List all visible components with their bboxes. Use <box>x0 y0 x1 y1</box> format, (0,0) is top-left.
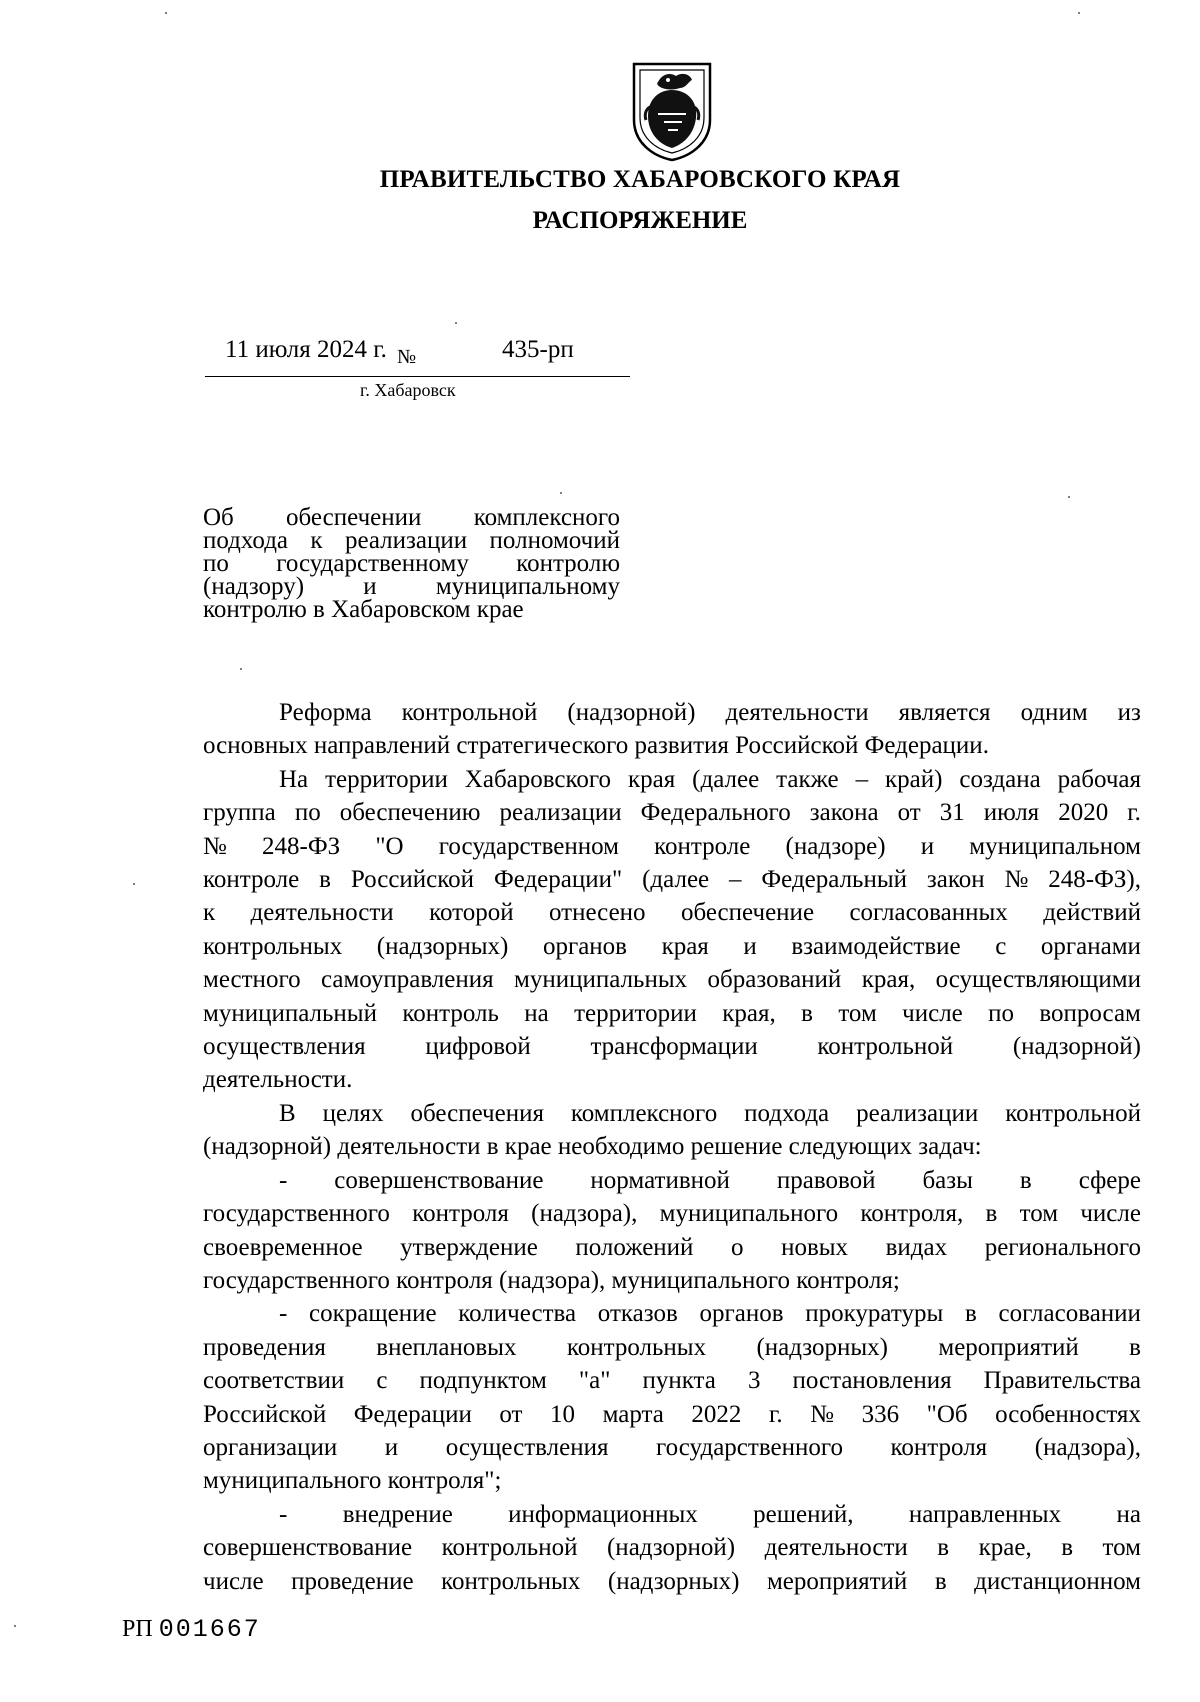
body-word: на <box>524 999 549 1027</box>
body-word: (надзора), <box>531 1200 638 1228</box>
body-line: муниципального контроля"; <box>203 1467 502 1495</box>
body-word: в <box>964 1300 977 1328</box>
body-word: количества <box>458 1300 577 1328</box>
body-word: края <box>627 765 676 793</box>
body-word: контрольной <box>441 1534 578 1562</box>
body-word: и <box>384 1433 399 1461</box>
body-word: органов <box>699 1300 784 1328</box>
body-word: муниципального <box>659 1200 839 1228</box>
body-word: В <box>279 1099 296 1127</box>
body-word: контрольных <box>441 1567 581 1595</box>
body-word: (далее <box>642 866 710 894</box>
body-line <box>203 1231 1141 1264</box>
body-word: (надзорной) <box>567 699 696 726</box>
body-word: осуществления <box>203 1033 366 1061</box>
body-word: (надзорных) <box>756 1333 889 1361</box>
body-word: вопросам <box>1039 999 1141 1027</box>
subject-line <box>203 506 620 529</box>
body-word: контрольных <box>203 932 343 960</box>
body-word: местного <box>203 966 301 994</box>
body-word: группа <box>203 799 276 827</box>
body-word: в <box>801 999 813 1027</box>
body-word: рабочая <box>1057 765 1141 793</box>
subject-word: Об <box>203 504 234 531</box>
body-line <box>203 1297 1141 1330</box>
body-word: контрольной <box>1005 1099 1141 1127</box>
body-word: из <box>1117 699 1141 726</box>
body-line: государственного контроля (надзора), муниципального контроля; <box>203 1266 900 1294</box>
body-word: совершенствование <box>203 1534 413 1562</box>
body-word: регионального <box>984 1233 1141 1261</box>
body-word: 248-ФЗ <box>262 832 341 860</box>
body-word: по <box>988 999 1015 1027</box>
body-word: реализации <box>856 1099 979 1127</box>
body-word: от <box>499 1400 523 1428</box>
body-word: (надзорной) <box>606 1534 736 1562</box>
body-line <box>203 763 1141 796</box>
subject-word: полномочий <box>489 527 620 554</box>
body-word: числе <box>902 999 963 1027</box>
body-word: осуществления <box>445 1433 609 1461</box>
body-word: к <box>203 899 216 927</box>
body-word: в <box>1129 1333 1141 1361</box>
body-word: Российской <box>350 866 475 894</box>
body-word: (надзоре) <box>785 832 886 860</box>
body-word: внеплановых <box>376 1333 517 1361</box>
body-word: муниципальный <box>203 999 377 1027</box>
coat-of-arms-icon <box>628 58 716 162</box>
body-word: мероприятий <box>938 1333 1079 1361</box>
body-word: контроля <box>412 1200 509 1228</box>
document-number: 435-рп <box>502 336 574 363</box>
body-word: дистанционном <box>974 1567 1141 1595</box>
body-line <box>203 1498 1141 1531</box>
document-serial-code <box>122 1615 261 1644</box>
body-word: контроля <box>890 1433 988 1461</box>
body-word: своевременное <box>203 1233 363 1261</box>
body-word: территории <box>574 999 697 1027</box>
body-line <box>203 796 1141 829</box>
body-word: деятельности <box>725 699 869 726</box>
body-word: информационных <box>508 1500 698 1528</box>
body-word: осуществляющими <box>935 966 1141 994</box>
body-word: числе <box>203 1567 264 1595</box>
body-word: и <box>920 832 935 860</box>
body-word: новых <box>781 1233 849 1261</box>
body-word: контроле <box>654 832 751 860</box>
body-word: действий <box>1043 899 1141 927</box>
body-word: комплексного <box>570 1099 718 1127</box>
body-line <box>203 1398 1141 1431</box>
subject-word: обеспечении <box>286 504 422 531</box>
body-line <box>203 997 1141 1030</box>
body-word: создана <box>959 765 1041 793</box>
body-word: государственном <box>438 832 619 860</box>
body-word: края, <box>722 999 776 1027</box>
body-word: органами <box>1040 932 1141 960</box>
body-line <box>203 930 1141 963</box>
body-word: - <box>279 1166 288 1194</box>
scan-speck <box>1068 496 1070 498</box>
body-word: в <box>934 1567 947 1595</box>
body-word: в <box>985 1200 998 1228</box>
body-line <box>203 830 1141 863</box>
body-word: муниципальном <box>969 832 1141 860</box>
body-word: закон <box>926 866 985 894</box>
body-line <box>203 1097 1141 1130</box>
body-word: с <box>376 1367 388 1395</box>
body-line: основных направлений стратегического развития Российской Федерации. <box>203 732 989 760</box>
body-word: в <box>937 1534 950 1562</box>
body-word: подпунктом <box>419 1367 547 1395</box>
body-word: контрольной <box>401 699 538 726</box>
body-word: "а" <box>578 1367 611 1395</box>
document-subject <box>203 506 620 621</box>
subject-word: государственному <box>276 550 469 577</box>
document-type: РАСПОРЯЖЕНИЕ <box>532 207 748 234</box>
body-word: Российской <box>203 1400 327 1428</box>
body-word: подхода <box>744 1099 830 1127</box>
body-word: которой <box>429 899 514 927</box>
body-word: отнесено <box>548 899 646 927</box>
body-word: направленных <box>908 1500 1062 1528</box>
subject-word: (надзору) <box>203 573 305 600</box>
body-line: деятельности. <box>203 1066 353 1094</box>
subject-word: к <box>310 527 323 554</box>
body-word: контрольных <box>566 1333 707 1361</box>
body-word: г. <box>1127 799 1141 827</box>
body-word: - <box>279 1500 288 1528</box>
body-word: том <box>1019 1200 1059 1228</box>
body-word: Федерального <box>640 799 791 827</box>
body-word: г. <box>768 1400 783 1428</box>
body-word: на <box>1116 1500 1141 1528</box>
document-city: г. Хабаровск <box>360 380 456 400</box>
subject-word: по <box>203 550 229 577</box>
body-word: Реформа <box>279 699 372 726</box>
scan-speck <box>1078 12 1080 14</box>
subject-line <box>203 598 620 621</box>
body-line <box>203 1331 1141 1364</box>
body-word: контроль <box>402 999 499 1027</box>
number-sign: № <box>397 346 417 368</box>
body-word: № <box>810 1400 835 1428</box>
body-word: № <box>203 832 227 860</box>
body-word: муниципальных <box>514 966 688 994</box>
body-word: июля <box>983 799 1040 827</box>
scan-speck <box>14 1625 16 1627</box>
subject-word: и <box>363 573 377 600</box>
body-word: Федеральный <box>761 866 908 894</box>
body-word: 336 <box>861 1400 900 1428</box>
body-word: проведения <box>203 1333 326 1361</box>
body-word: (надзорных) <box>607 1567 740 1595</box>
body-word: - <box>279 1300 288 1328</box>
body-word: края <box>661 932 709 960</box>
body-word: положений <box>575 1233 694 1261</box>
body-line <box>203 1531 1141 1564</box>
body-word: том <box>838 999 877 1027</box>
date-number-line <box>205 336 630 377</box>
body-line <box>203 1364 1141 1397</box>
body-word: края, <box>861 966 916 994</box>
body-word: пункта <box>642 1367 716 1395</box>
body-word: образований <box>707 966 842 994</box>
body-word: (надзора), <box>1034 1433 1141 1461</box>
body-word: 10 <box>550 1400 576 1428</box>
body-word: контроле <box>203 866 300 894</box>
body-word: обеспечение <box>680 899 815 927</box>
body-line <box>203 963 1141 996</box>
organization-title: ПРАВИТЕЛЬСТВО ХАБАРОВСКОГО КРАЯ <box>379 166 901 193</box>
body-word: На <box>279 765 309 793</box>
body-word: обеспечения <box>410 1099 544 1127</box>
subject-line <box>203 529 620 552</box>
body-word: (далее <box>692 765 760 793</box>
scan-speck <box>165 12 167 14</box>
serial-number: 001667 <box>158 1615 261 1644</box>
body-word: в <box>1061 1534 1074 1562</box>
body-word: утверждение <box>400 1233 538 1261</box>
body-word: – <box>729 866 742 894</box>
document-date: 11 июля 2024 г. <box>225 336 387 363</box>
subject-word: контролю <box>516 550 620 577</box>
body-word: Федерации" <box>493 866 623 894</box>
scan-speck <box>560 492 562 494</box>
subject-line <box>203 552 620 575</box>
body-word: 2020 <box>1058 799 1109 827</box>
body-word: решений, <box>753 1500 854 1528</box>
body-word: контрольной <box>817 1033 954 1061</box>
body-word: прокуратуры <box>805 1300 944 1328</box>
body-word: отказов <box>597 1300 678 1328</box>
body-word: в <box>1019 1166 1032 1194</box>
body-word: контроля, <box>860 1200 964 1228</box>
body-word: Федерации <box>353 1400 472 1428</box>
body-word: целях <box>322 1099 384 1127</box>
scan-speck <box>240 668 242 670</box>
body-word: 3 <box>747 1367 761 1395</box>
body-word: том <box>1102 1534 1141 1562</box>
body-word: согласованных <box>849 899 1008 927</box>
body-word: взаимодействие <box>791 932 961 960</box>
body-word: сфере <box>1078 1166 1141 1194</box>
body-word: закона <box>809 799 879 827</box>
body-word: трансформации <box>590 1033 758 1061</box>
body-line <box>203 1030 1141 1063</box>
body-word: "О <box>375 832 404 860</box>
body-line <box>203 1197 1141 1230</box>
subject-word: муниципальному <box>435 573 620 600</box>
subject-word: подхода <box>203 527 289 554</box>
body-word: проведение <box>291 1567 414 1595</box>
body-word: базы <box>922 1166 973 1194</box>
body-word: числе <box>1080 1200 1141 1228</box>
body-word: государственного <box>656 1433 843 1461</box>
body-word: крае, <box>978 1534 1032 1562</box>
body-word: внедрение <box>342 1500 453 1528</box>
body-line <box>203 863 1141 896</box>
body-word: край) <box>885 765 943 793</box>
body-word: Хабаровского <box>464 765 612 793</box>
subject-word: реализации <box>344 527 468 554</box>
body-line <box>203 1565 1141 1598</box>
body-line <box>203 696 1141 729</box>
body-word: о <box>731 1233 744 1261</box>
body-word: согласовании <box>998 1300 1141 1328</box>
body-word: особенностях <box>995 1400 1141 1428</box>
body-word: соответствии <box>203 1367 345 1395</box>
body-word: и <box>743 932 757 960</box>
body-word: от <box>897 799 921 827</box>
body-word: 248-ФЗ), <box>1048 866 1141 894</box>
serial-prefix: РП <box>122 1616 153 1642</box>
body-word: марта <box>602 1400 664 1428</box>
body-line <box>203 896 1141 929</box>
subject-word: контролю в Хабаровском крае <box>203 596 524 623</box>
body-word: (надзорной) <box>1012 1033 1141 1061</box>
body-word: 2022 <box>691 1400 742 1428</box>
body-word: органов <box>542 932 627 960</box>
scan-speck <box>133 883 135 885</box>
body-word: Правительства <box>983 1367 1141 1395</box>
body-word: является <box>898 699 991 726</box>
body-word: деятельности <box>764 1534 908 1562</box>
subject-line <box>203 575 620 598</box>
body-word: сокращение <box>309 1300 437 1328</box>
body-line: (надзорной) деятельности в крае необходимо решение следующих задач: <box>203 1133 982 1161</box>
body-word: совершенствование <box>334 1166 544 1194</box>
body-word: "Об <box>926 1400 968 1428</box>
body-word: деятельности <box>250 899 394 927</box>
body-word: обеспечению <box>339 799 481 827</box>
body-word: № <box>1004 866 1029 894</box>
body-word: – <box>855 765 869 793</box>
scan-speck <box>455 322 457 324</box>
body-word: видах <box>885 1233 948 1261</box>
body-word: в <box>319 866 331 894</box>
body-word: постановления <box>792 1367 952 1395</box>
body-word: территории <box>325 765 448 793</box>
body-word: самоуправления <box>320 966 494 994</box>
body-word: 31 <box>939 799 965 827</box>
subject-word: комплексного <box>473 504 620 531</box>
body-line <box>203 1164 1141 1197</box>
body-word: мероприятий <box>766 1567 908 1595</box>
body-word: государственного <box>203 1200 390 1228</box>
body-word: с <box>995 932 1007 960</box>
body-word: реализации <box>499 799 622 827</box>
body-line <box>203 1431 1141 1464</box>
body-word: цифровой <box>425 1033 531 1061</box>
document-body <box>203 696 1141 1598</box>
body-word: (надзорных) <box>376 932 509 960</box>
body-word: организации <box>203 1433 338 1461</box>
body-word: нормативной <box>590 1166 730 1194</box>
body-word: одним <box>1020 699 1088 726</box>
body-word: по <box>294 799 321 827</box>
body-word: также <box>776 765 839 793</box>
body-word: правовой <box>776 1166 876 1194</box>
